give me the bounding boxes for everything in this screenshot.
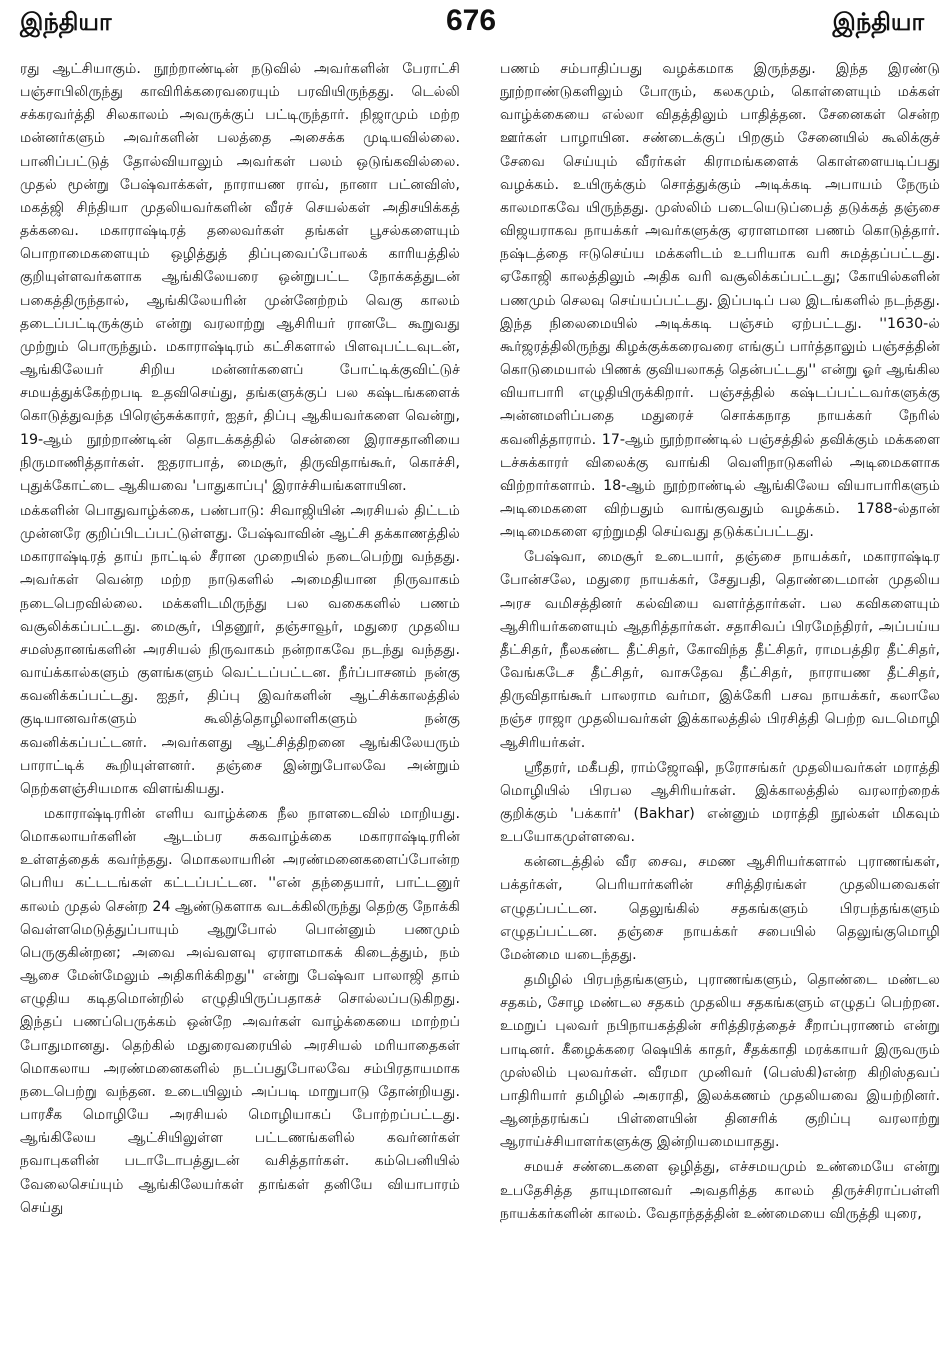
right-column: [500, 58, 940, 1358]
paragraph: பணம் சம்பாதிப்பது வழக்கமாக இருந்தது. இந்த இரண்டு நூற்றாண்டுகளிலும் போரும், கலகமும், கொள்ளையும் மக்கள் வாழ்க்கையை எல்லா விதத்திலும் பாதித்தன. சேனைகள் சென்ற ஊர்கள் பாழாயின. சண்டைக்குப் பிறகும் சேனையில் கூலிக்குச் சேவை செய்யும் வீரர்கள் கிராமங்களைக் கொள்ளையடிப்பது வழக்கம். உயிருக்கும் சொத்துக்கும் அடிக்கடி அபாயம் நேரும் காலமாகவே யிருந்தது. முஸ்லிம் படையெடுப்பைத் தடுக்கத் தஞ்சை விஜயராகவ நாயக்கர் அவர்களுக்கு ஏராளமான பணம் கொடுத்தார். நஷ்டத்தை ஈடுசெய்ய மக்களிடம் உபரியாக வரி சுமத்தப்பட்டது. ஏகோஜி காலத்திலும் அதிக வரி வசூலிக்கப்பட்டது; கோயில்களின் பணமும் செலவு செய்யப்பட்டது. இப்படிப் பல இடங்களில் நடந்தது. இந்த நிலைமையில் அடிக்கடி பஞ்சம் ஏற்பட்டது. ''1630-ல் கூர்ஜரத்திலிருந்து கிழக்குக்கரைவரை எங்குப் பார்த்தாலும் பஞ்சத்தின் கொடுமையால் பிணக் குவியலாகத் தென்பட்டது'' என்று ஓர் ஆங்கில வியாபாரி எழுதியிருக்கிறார். பஞ்சத்தில் கஷ்டப்பட்டவர்களுக்கு அன்னமளிப்பதை மதுரைச் சொக்கநாத நாயக்கர் நேரில் கவனித்தாராம். 17-ஆம் நூற்றாண்டில் பஞ்சத்தில் தவிக்கும் மக்களை டச்சுக்காரர் விலைக்கு வாங்கி வெளிநாடுகளில் அடிமைகளாக விற்றார்களாம். 18-ஆம் நூற்றாண்டில் ஆங்கிலேய வியாபாரிகளும் அடிமைகளை விற்பதும் வாங்குவதும் வழக்கம். 1788-ல்தான் அடிமைகளை ஏற்றுமதி செய்வது தடுக்கப்பட்டது.: [500, 61, 940, 541]
paragraph: ரது ஆட்சியாகும். நூற்றாண்டின் நடுவில் அவர்களின் பேராட்சி பஞ்சாபிலிருந்து காவிரிக்கரைவரையும் பரவியிருந்தது. டெல்லி சக்கரவர்த்தி சிலகாலம் அவருக்குப் பட்டிருந்தார். நிஜாமும் மற்ற மன்னர்களும் அவர்களின் பலத்தை அசைக்க முடியவில்லை. பானிப்பட்டுத் தோல்வியாலும் அவர்கள் பலம் ஒடுங்கவில்லை. முதல் மூன்று பேஷ்வாக்கள், நாராயண ராவ், நானா பட்னவிஸ், மகத்ஜி சிந்தியா முதலியவர்களின் வீரச் செயல்கள் அதிசயிக்கத் தக்கவை. மகாராஷ்டிரத் தலைவர்கள் தங்கள் பூசல்களையும் பொறாமைகளையும் ஒழித்துத் திப்புவைப்போலக் காரியத்தில் குறியுள்ளவர்களாக ஆங்கிலேயரை ஒன்றுபட்ட நோக்கத்துடன் பகைத்திருந்தால், ஆங்கிலேயரின் முன்னேற்றம் வெகு காலம் தடைப்பட்டிருக்கும் என்று வரலாற்று ஆசிரியர் ரானடே கூறுவது முற்றும் பொருந்தும். மகாராஷ்டிரம் கட்சிகளால் பிளவுபட்டவுடன், ஆங்கிலேயர் சிறிய மன்னர்களைப் போட்டிக்குவிட்டுச் சமயத்துக்கேற்றபடி உதவிசெய்து, தங்களுக்குப் பல கஷ்டங்களைக் கொடுத்துவந்த பிரெஞ்சுக்காரர், ஐதர், திப்பு ஆகியவர்களை வென்று, 19-ஆம் நூற்றாண்டின் தொடக்கத்தில் சென்னை இராசதானியை நிருமாணித்தார்கள். ஐதராபாத், மைசூர், திருவிதாங்கூர், கொச்சி, புதுக்கோட்டை ஆகியவை 'பாதுகாப்பு' இராச்சியங்களாயின.: [20, 61, 460, 494]
page-number: 676: [445, 4, 497, 37]
paragraph: கன்னடத்தில் வீர சைவ, சமண ஆசிரியர்களால் புராணங்கள், பக்தர்கள், பெரியார்களின் சரித்திரங்கள் முதலியவைகள் எழுதப்பட்டன. தெலுங்கில் சதகங்களும் பிரபந்தங்களும் எழுதப்பட்டன. தஞ்சை நாயக்கர் சபையில் தெலுங்குமொழி மேன்மை யடைந்தது.: [500, 854, 940, 963]
header-left-title: இந்தியா: [20, 8, 112, 36]
paragraph: மகாராஷ்டிரரின் எளிய வாழ்க்கை நீல நாளடைவில் மாறியது. மொகலாயர்களின் ஆடம்பர சுகவாழ்க்கை மகாராஷ்டிரரின் உள்ளத்தைக் கவர்ந்தது. மொகலாயரின் அரண்மனைகளைப்போன்ற பெரிய கட்டடங்கள் கட்டப்பட்டன. ''என் தந்தையார், பாட்டனுர் காலம் முதல் சென்ற 24 ஆண்டுகளாக வடக்கிலிருந்து தெற்கு நோக்கி வெள்ளமெடுத்துப்பாயும் ஆறுபோல் பொன்னும் பணமும் பெருகுகின்றன; அவை அவ்வளவு ஏராளமாகக் கிடைத்தும், நம் ஆசை மேன்மேலும் அதிகரிக்கிறது'' என்று பேஷ்வா பாலாஜி தாம் எழுதிய கடிதமொன்றில் எழுதியிருப்பதாகச் சொல்லப்படுகிறது. இந்தப் பணப்பெருக்கம் ஒன்றே அவர்கள் வாழ்க்கையை மாற்றப் போதுமானது. தெற்கில் மதுரைவரையில் அரசியல் மரியாதைகள் மொகலாய அரண்மனைகளில் நடப்பதுபோலவே சம்பிரதாயமாக நடைபெற்று வந்தன. உடையிலும் அப்படி மாறுபாடு தோன்றியது. பாரசீக மொழியே அரசியல் மொழியாகப் போற்றப்பட்டது. ஆங்கிலேய ஆட்சியிலுள்ள பட்டணங்களில் கவர்னர்கள் நவாபுகளின் படாடோபத்துடன் வசித்தார்கள். கம்பெனியில் வேலைசெய்யும் ஆங்கிலேயர்கள் தாங்கள் தனியே வியாபாரம் செய்து: [20, 806, 460, 1216]
left-column: [20, 58, 460, 1358]
paragraph: சமயச் சண்டைகளை ஒழித்து, எச்சமயமும் உண்மையே என்று உபதேசித்த தாயுமானவர் அவதரித்த காலம் திருச்சிராப்பள்ளி நாயக்கர்களின் காலம். வேதாந்தத்தின் உண்மையை விருத்தி யுரை,: [500, 1159, 940, 1222]
paragraph: தமிழில் பிரபந்தங்களும், புராணங்களும், தொண்டை மண்டல சதகம், சோழ மண்டல சதகம் முதலிய சதகங்களும் எழுதப் பெற்றன. உமறுப் புலவர் நபிநாயகத்தின் சரித்திரத்தைச் சீறாப்புராணம் என்று பாடினர். கீழைக்கரை ஷெயிக் காதர், சீதக்காதி மரக்காயர் இருவரும் முஸ்லிம் புலவர்கள். வீரமா முனிவர் (பெஸ்கி)என்ற கிறிஸ்தவப் பாதிரியார் தமிழில் அகராதி, இலக்கணம் முதலியவை இயற்றினர். ஆனந்தரங்கப் பிள்ளையின் தினசரிக் குறிப்பு வரலாற்று ஆராய்ச்சியாளர்களுக்கு இன்றியமையாதது.: [500, 972, 940, 1151]
page-header: [0, 0, 942, 44]
paragraph: ஸ்ரீதரர், மகீபதி, ராம்ஜோஷி, நரோசங்கர் முதலியவர்கள் மராத்தி மொழியில் பிரபல ஆசிரியர்கள். இக்காலத்தில் வரலாற்றைக் குறிக்கும் 'பக்கார்' (Bakhar) என்னும் மராத்தி நூல்கள் மிகவும் உபயோகமுள்ளவை.: [500, 759, 940, 846]
header-right-title: இந்தியா: [832, 8, 924, 36]
paragraph: மக்களின் பொதுவாழ்க்கை, பண்பாடு: சிவாஜியின் அரசியல் திட்டம் முன்னரே குறிப்பிடப்பட்டுள்ளது. பேஷ்வாவின் ஆட்சி தக்காணத்தில் மகாராஷ்டிரத் தாய் நாட்டில் சீரான முறையில் நடைபெற்று வந்தது. அவர்கள் வென்ற மற்ற நாடுகளில் அமைதியான நிருவாகம் நடைபெறவில்லை. மக்களிடமிருந்து பல வகைகளில் பணம் வசூலிக்கப்பட்டது. மைசூர், பிதனூர், தஞ்சாவூர், மதுரை முதலிய சமஸ்தானங்களின் அரசியல் நிருவாகம் நன்றாகவே நடந்து வந்தது. வாய்க்கால்களும் குளங்களும் வெட்டப்பட்டன. நீர்ப்பாசனம் நன்கு கவனிக்கப்பட்டது. ஐதர், திப்பு இவர்களின் ஆட்சிக்காலத்தில் குடியானவர்களும் கூலித்தொழிலாளிகளும் நன்கு கவனிக்கப்பட்டனர். அவர்களது ஆட்சித்திறனை ஆங்கிலேயரும் பாராட்டிக் கூறியுள்ளனர். தஞ்சை இன்றுபோலவே அன்றும் நெற்களஞ்சியமாக விளங்கியது.: [20, 502, 460, 797]
paragraph: பேஷ்வா, மைசூர் உடையார், தஞ்சை நாயக்கர், மகாராஷ்டிர போன்சலே, மதுரை நாயக்கர், சேதுபதி, தொண்டைமான் முதலிய அரச வமிசத்தினர் கல்வியை வளர்த்தார்கள். பல கவிகளையும் ஆசிரியர்களையும் ஆதரித்தார்கள். சதாசிவப் பிரமேந்திரர், அப்பய்ய தீட்சிதர், நீலகண்ட தீட்சிதர், கோவிந்த தீட்சிதர், ராமபத்திர தீட்சிதர், வேங்கடேச தீட்சிதர், வாசுதேவ தீட்சிதர், நாராயண தீட்சிதர், திருவிதாங்கூர் பாலராம வர்மா, இக்கேரி பசவ நாயக்கர், கலாலே நஞ்ச ராஜா முதலியவர்கள் இக்காலத்தில் பிரசித்தி பெற்ற வடமொழி ஆசிரியர்கள்.: [500, 549, 940, 751]
